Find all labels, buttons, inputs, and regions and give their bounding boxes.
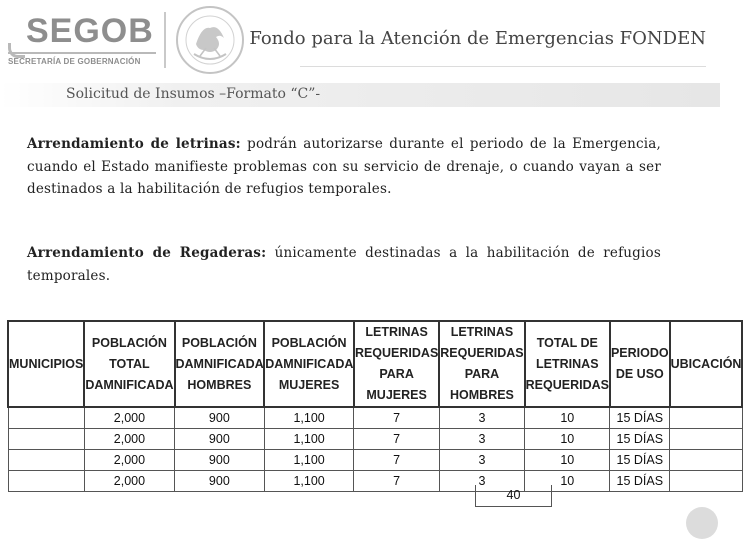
header-letrinas-hombres: LETRINAS REQUERIDAS PARA HOMBRES xyxy=(439,321,524,407)
insumos-table xyxy=(7,320,743,492)
cell-hombres: 900 xyxy=(175,429,265,450)
cell-letrinas-hombres: 3 xyxy=(439,429,524,450)
cell-total-letrinas: 10 xyxy=(525,450,610,471)
cell-total: 2,000 xyxy=(84,450,174,471)
regaderas-paragraph xyxy=(27,242,661,287)
header-rule xyxy=(300,66,706,67)
cell-letrinas-mujeres: 7 xyxy=(354,429,439,450)
cell-total-letrinas: 10 xyxy=(525,471,610,492)
header-total-letrinas: TOTAL DE LETRINAS REQUERIDAS xyxy=(525,321,610,407)
cell-periodo: 15 DÍAS xyxy=(610,450,670,471)
page-title: Fondo para la Atención de Emergencias FONDEN xyxy=(249,28,706,49)
table-row xyxy=(8,471,742,492)
header-periodo: PERIODO DE USO xyxy=(610,321,670,407)
cell-letrinas-hombres: 3 xyxy=(439,450,524,471)
table-row xyxy=(8,407,742,429)
cell-ubicacion xyxy=(670,471,743,492)
cell-municipio xyxy=(8,471,84,492)
segob-logo xyxy=(8,14,158,66)
cell-total-letrinas: 10 xyxy=(525,429,610,450)
subheader-text: Solicitud de Insumos –Formato “C”- xyxy=(66,86,321,102)
cell-total: 2,000 xyxy=(84,407,174,429)
letrinas-paragraph xyxy=(27,133,661,201)
cell-municipio xyxy=(8,407,84,429)
cell-letrinas-mujeres: 7 xyxy=(354,471,439,492)
cell-periodo: 15 DÍAS xyxy=(610,429,670,450)
cell-total-letrinas: 10 xyxy=(525,407,610,429)
cell-hombres: 900 xyxy=(175,450,265,471)
cell-mujeres: 1,100 xyxy=(264,471,354,492)
table-row xyxy=(8,429,742,450)
table-row xyxy=(8,450,742,471)
letrinas-label: Arrendamiento de letrinas: xyxy=(27,136,241,152)
cell-letrinas-hombres: 3 xyxy=(439,407,524,429)
cell-periodo: 15 DÍAS xyxy=(610,407,670,429)
cell-municipio xyxy=(8,429,84,450)
cell-mujeres: 1,100 xyxy=(264,407,354,429)
cell-periodo: 15 DÍAS xyxy=(610,471,670,492)
cell-municipio xyxy=(8,450,84,471)
cell-ubicacion xyxy=(670,450,743,471)
cell-total: 2,000 xyxy=(84,429,174,450)
logo-underline xyxy=(8,52,156,54)
cell-hombres: 900 xyxy=(175,471,265,492)
cell-mujeres: 1,100 xyxy=(264,450,354,471)
header-ubicacion: UBICACIÓN xyxy=(670,321,743,407)
header-poblacion-mujeres: POBLACIÓN DAMNIFICADA MUJERES xyxy=(264,321,354,407)
logo-text: SEGOB xyxy=(26,12,154,50)
decorative-circle xyxy=(686,507,718,539)
cell-ubicacion xyxy=(670,407,743,429)
coat-of-arms-seal-icon xyxy=(172,4,248,76)
header-poblacion-hombres: POBLACIÓN DAMNIFICADA HOMBRES xyxy=(175,321,265,407)
cell-total: 2,000 xyxy=(84,471,174,492)
header-letrinas-mujeres: LETRINAS REQUERIDAS PARA MUJERES xyxy=(354,321,439,407)
cell-ubicacion xyxy=(670,429,743,450)
grand-total-cell: 40 xyxy=(475,485,552,507)
letrinas-text: podrán autorizarse durante el periodo de la Emergencia, cuando el Estado manifieste problemas con su servicio de drenaje, o cuando vayan a ser destinados a la habilitación de refugios temporales. xyxy=(27,136,661,197)
cell-letrinas-hombres: 3 xyxy=(439,471,524,492)
cell-letrinas-mujeres: 7 xyxy=(354,407,439,429)
header-divider xyxy=(164,12,166,68)
header-poblacion-total: POBLACIÓN TOTAL DAMNIFICADA xyxy=(84,321,174,407)
regaderas-label: Arrendamiento de Regaderas: xyxy=(27,245,267,261)
header-municipios: MUNICIPIOS xyxy=(8,321,84,407)
cell-mujeres: 1,100 xyxy=(264,429,354,450)
regaderas-text: únicamente destinadas a la habilitación de refugios temporales. xyxy=(27,245,661,284)
logo-subtitle: SECRETARÍA DE GOBERNACIÓN xyxy=(8,57,141,66)
cell-hombres: 900 xyxy=(175,407,265,429)
cell-letrinas-mujeres: 7 xyxy=(354,450,439,471)
